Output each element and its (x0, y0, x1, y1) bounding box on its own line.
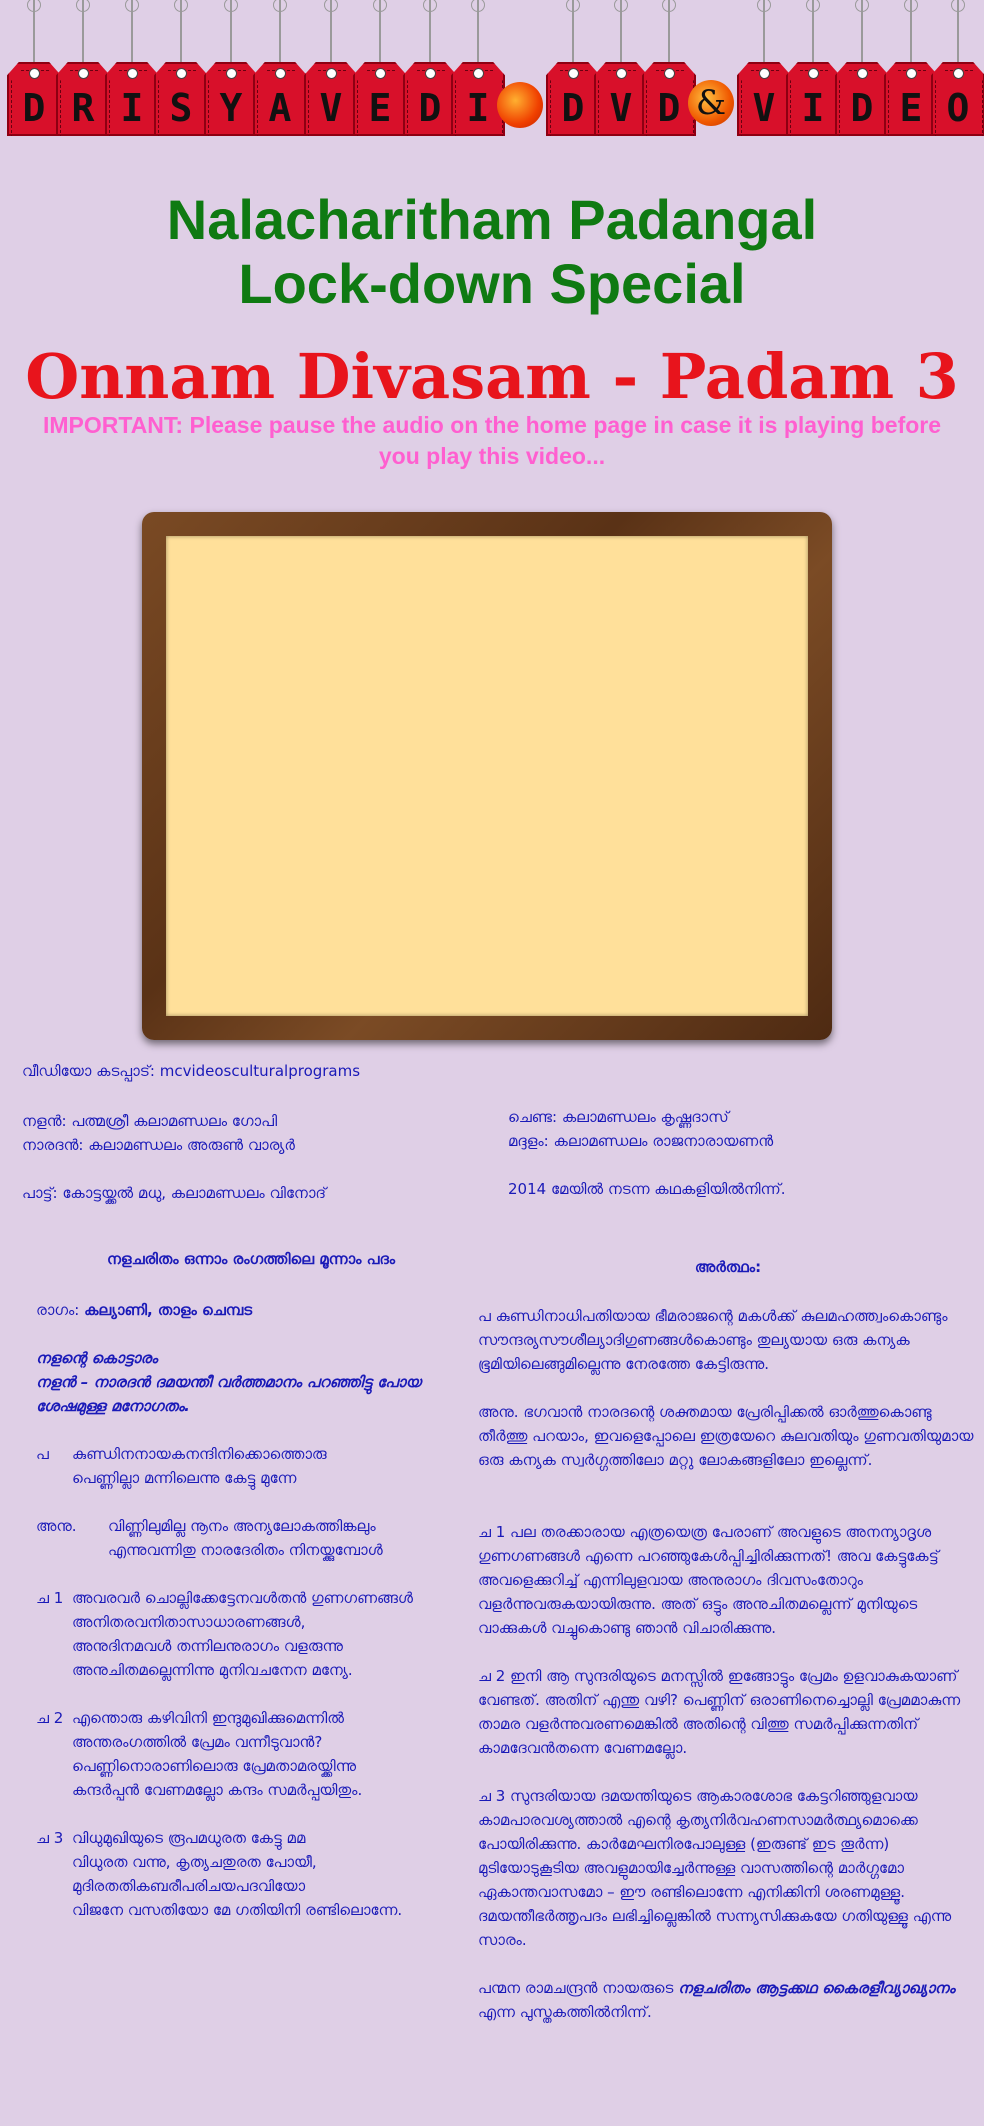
video-player[interactable] (166, 536, 808, 1016)
meaning-para-charanam-1: ച 1 പല തരക്കാരായ എത്രയെത്ര പേരാണ് അവളുടെ അനന്യാദൃശ ഗുണഗണങ്ങൾ എന്നെ പറഞ്ഞുകേൾപ്പിച്ചിരിക്കുന്നത്! അവ കേട്ടുകേട്ട് അവളെക്കുറിച്ച് എന്നിലുളവായ അനുരാഗം ദിവസംതോറും വളർന്നുവരുകയായിരുന്നു. അത് ഒട്ടും അനുചിതമല്ലെന്ന് മുനിയുടെ വാക്കുകൾ വച്ചുകൊണ്ടു ഞാൻ വിചാരിക്കുന്നു. (478, 1523, 939, 1637)
banner-letter-tag (737, 58, 791, 136)
banner-letter: I (466, 86, 490, 130)
lyric-block-charanam-3 (36, 1826, 402, 1922)
lyric-line: അന്തരംഗത്തിൽ പ്രേമം വന്നീടുവാൻ? (72, 1733, 323, 1751)
lyrics-heading: നളചരിതം ഒന്നാം രംഗത്തിലെ മൂന്നാം പദം (106, 1250, 396, 1268)
banner-letter: D (657, 86, 681, 130)
lyric-line: എന്നുവന്നിതു നാരദേരിതം നിനയ്ക്കുമ്പോൾ (108, 1541, 383, 1559)
banner-letter: E (899, 86, 923, 130)
lyric-line: വിധുമുഖിയുടെ രൂപമധുരത കേട്ടു മമ (72, 1829, 306, 1847)
banner-letter: V (319, 86, 343, 130)
banner-letter-tag (353, 58, 407, 136)
context-line: ശേഷമുള്ള മനോഗതം. (36, 1397, 190, 1415)
banner-letter: D (22, 86, 46, 130)
banner-letter: V (609, 86, 633, 130)
title-line-2: Lock-down Special (238, 252, 746, 315)
context-line: നളൻ – നാരദൻ ദമയന്തീ വർത്തമാനം പറഞ്ഞിട്ടു പോയ (36, 1373, 421, 1391)
banner-letter: Y (219, 86, 243, 130)
credit-video: വീഡിയോ കടപ്പാട്: mcvideosculturalprograms (22, 1062, 361, 1080)
credit-chenda: ചെണ്ട: കലാമണ്ഡലം കൃഷ്ണദാസ് (508, 1108, 729, 1126)
lyric-line: വിജനേ വസതിയോ മേ ഗതിയിനി രണ്ടിലൊന്നേ. (72, 1901, 403, 1919)
banner-letter-tag (546, 58, 600, 136)
lyric-label: ച 3 (36, 1829, 64, 1847)
raagam-label: രാഗം: (36, 1301, 85, 1319)
banner-letter: D (561, 86, 585, 130)
credit-nalan: നളൻ: പത്മശ്രീ കലാമണ്ഡലം ഗോപി (22, 1112, 278, 1130)
banner-letter: D (418, 86, 442, 130)
meaning-heading: അർത്ഥം: (694, 1258, 762, 1276)
sun-icon (497, 82, 543, 128)
credit-paatt: പാട്ട്: കോട്ടയ്ക്കൽ മധു, കലാമണ്ഡലം വിനോദ് (22, 1184, 327, 1202)
lyric-line: കുണ്ഡിനനായകനന്ദിനിക്കൊത്തൊരു (72, 1445, 327, 1463)
important-notice (40, 410, 944, 472)
banner-letter-tag (931, 58, 984, 136)
credit-source: 2014 മേയിൽ നടന്ന കഥകളിയിൽനിന്ന്. (508, 1180, 786, 1198)
banner-letter: I (120, 86, 144, 130)
banner-letter-tag (105, 58, 159, 136)
credit-naradan: നാരദൻ: കലാമണ്ഡലം അരുൺ വാര്യർ (22, 1136, 295, 1154)
banner-letter-tag (304, 58, 358, 136)
banner-letter: A (268, 86, 292, 130)
lyric-block-anupallavi (36, 1514, 383, 1562)
page-title (0, 188, 984, 316)
banner-letter: S (169, 86, 193, 130)
context-line: നളന്റെ കൊട്ടാരം (36, 1349, 158, 1367)
lyric-label: ച 2 (36, 1709, 64, 1727)
scene-context (36, 1346, 421, 1418)
meaning-para-pallavi: പ കുണ്ഡിനാധിപതിയായ ഭീമരാജന്റെ മകൾക്ക് കുലമഹത്ത്വംകൊണ്ടും സൗന്ദര്യസൗശീല്യാദിഗുണങ്ങൾകൊണ്ടും തുല്യയായ ഒരു കന്യക ഭൂമിയിലെങ്ങുമില്ലെന്നു നേരത്തേ കേട്ടിരുന്നു. (478, 1307, 948, 1373)
lyric-line: വിധുരത വന്നു, കൃത്യചതുരത പോയീ, (72, 1853, 317, 1871)
banner-letter-tag (884, 58, 938, 136)
raagam-line (36, 1298, 252, 1322)
meaning-para-charanam-2: ച 2 ഇനി ആ സുന്ദരിയുടെ മനസ്സിൽ ഇങ്ങോട്ടും പ്രേമം ഉളവാകുകയാണ് വേണ്ടത്. അതിന് എന്തു വഴി? പെണ്ണിന് ഒരാണിനെച്ചൊല്ലി പ്രേമമാകുന്ന താമര വളർന്നുവരണമെങ്കിൽ അതിന്റെ വിത്തു സമർപ്പിക്കുന്നതിന് കാമദേവൻതന്നെ വേണമല്ലോ. (478, 1667, 961, 1757)
important-text: Please pause the audio on the home page in case it is playing before you play this video... (183, 412, 942, 469)
book-title: നളചരിതം ആട്ടക്കഥ കൈരളീവ്യാഖ്യാനം (678, 1979, 956, 1997)
lyric-line: പെണ്ണിനൊരാണിലൊരു പ്രേമതാമരയ്ക്കിന്നു (72, 1757, 357, 1775)
meaning-para-anupallavi: അനു. ഭഗവാൻ നാരദന്റെ ശക്തമായ പ്രേരിപ്പിക്കൽ ഓർത്തുകൊണ്ടു തീർത്തു പറയാം, ഇവളെപ്പോലെ ഇത്രയേറെ കുലവതിയും ഗുണവതിയുമായ ഒരു കന്യക സ്വർഗ്ഗത്തിലോ മറ്റു ലോകങ്ങളിലോ ഇല്ലെന്ന്. (478, 1403, 974, 1469)
video-frame (142, 512, 832, 1040)
lyric-line: അവരവർ ചൊല്ലിക്കേട്ടേനവൾതൻ ഗുണഗണങ്ങൾ (72, 1589, 413, 1607)
banner-letter: I (801, 86, 825, 130)
banner-letter-tag (56, 58, 110, 136)
episode-title: Onnam Divasam - Padam 3 (25, 340, 959, 413)
banner-letter-tag (786, 58, 840, 136)
lyric-line: മുദിരതതികബരീപരിചയപദവിയോ (72, 1877, 306, 1895)
lyric-line: വിണ്ണിലുമില്ല നൂനം അന്യലോകത്തിങ്കലും (108, 1517, 376, 1535)
banner-letter: O (946, 86, 970, 130)
banner-letter-tag (253, 58, 307, 136)
book-ref-post: എന്ന പുസ്തകത്തിൽനിന്ന്. (478, 2003, 652, 2021)
banner-letter-tag (451, 58, 505, 136)
banner-letter: V (752, 86, 776, 130)
lyric-label: ച 1 (36, 1589, 64, 1607)
banner-letter: D (850, 86, 874, 130)
lyric-label: പ (36, 1445, 49, 1463)
credit-maddalam: മദ്ദളം: കലാമണ്ഡലം രാജനാരായണൻ (508, 1132, 774, 1150)
banner-letter-tag (835, 58, 889, 136)
header-banner (0, 0, 984, 140)
lyric-block-pallavi (36, 1442, 327, 1490)
lyric-label: അനു. (36, 1517, 77, 1535)
banner-letter-tag (204, 58, 258, 136)
banner-letter: R (71, 86, 95, 130)
lyric-line: അനിതരവനിതാസാധാരണങ്ങൾ, (72, 1613, 306, 1631)
title-line-1: Nalacharitham Padangal (166, 188, 818, 251)
raagam-value: കല്യാണി, താളം ചെമ്പട (84, 1301, 253, 1319)
book-ref-pre: പന്മന രാമചന്ദ്രൻ നായരുടെ (478, 1979, 679, 1997)
banner-letter: E (368, 86, 392, 130)
lyric-line: അനുദിനമവൾ തന്നിലനുരാഗം വളരുന്നു (72, 1637, 343, 1655)
banner-letter-tag (7, 58, 61, 136)
important-label: IMPORTANT: (42, 412, 184, 438)
ampersand-icon: & (688, 80, 734, 126)
lyric-block-charanam-2 (36, 1706, 362, 1802)
banner-letter-tag (154, 58, 208, 136)
book-reference (478, 1976, 978, 2024)
lyric-line: അനുചിതമല്ലെന്നിന്നു മുനിവചനേന മന്യേ. (72, 1661, 353, 1679)
lyric-line: കന്ദർപ്പൻ വേണമല്ലോ കന്ദം സമർപ്പയിതും. (72, 1781, 363, 1799)
banner-letter-tag (594, 58, 648, 136)
meaning-para-charanam-3: ച 3 സുന്ദരിയായ ദമയന്തിയുടെ ആകാരശോഭ കേട്ടറിഞ്ഞുളവായ കാമപാരവശ്യത്താൽ എന്റെ കൃത്യനിർവഹണസാമർത്ഥ്യമൊക്കെ പോയിരിക്കുന്നു. കാർമേഘനിരപോലുള്ള (ഇരുണ്ട് ഇട തൂർന്ന) മുടിയോടുകൂടിയ അവളുമായിച്ചേർന്നുള്ള വാസത്തിന്റെ മാർഗ്ഗമോ ഏകാന്തവാസമോ – ഈ രണ്ടിലൊന്നേ എനിക്കിനി ശരണമുള്ളൂ. ദമയന്തീഭർത്തൃപദം ലഭിച്ചില്ലെങ്കിൽ സന്ന്യസിക്കുകയേ ഗതിയുള്ളൂ എന്നു സാരം. (478, 1787, 952, 1949)
lyric-line: പെണ്ണില്ലാ മന്നിലെന്നു കേട്ടു മുന്നേ (72, 1469, 297, 1487)
lyric-line: എന്തൊരു കഴിവിനി ഇന്ദുമുഖിക്കുമെന്നിൽ (72, 1709, 345, 1727)
lyric-block-charanam-1 (36, 1586, 413, 1682)
banner-letter-tag (403, 58, 457, 136)
